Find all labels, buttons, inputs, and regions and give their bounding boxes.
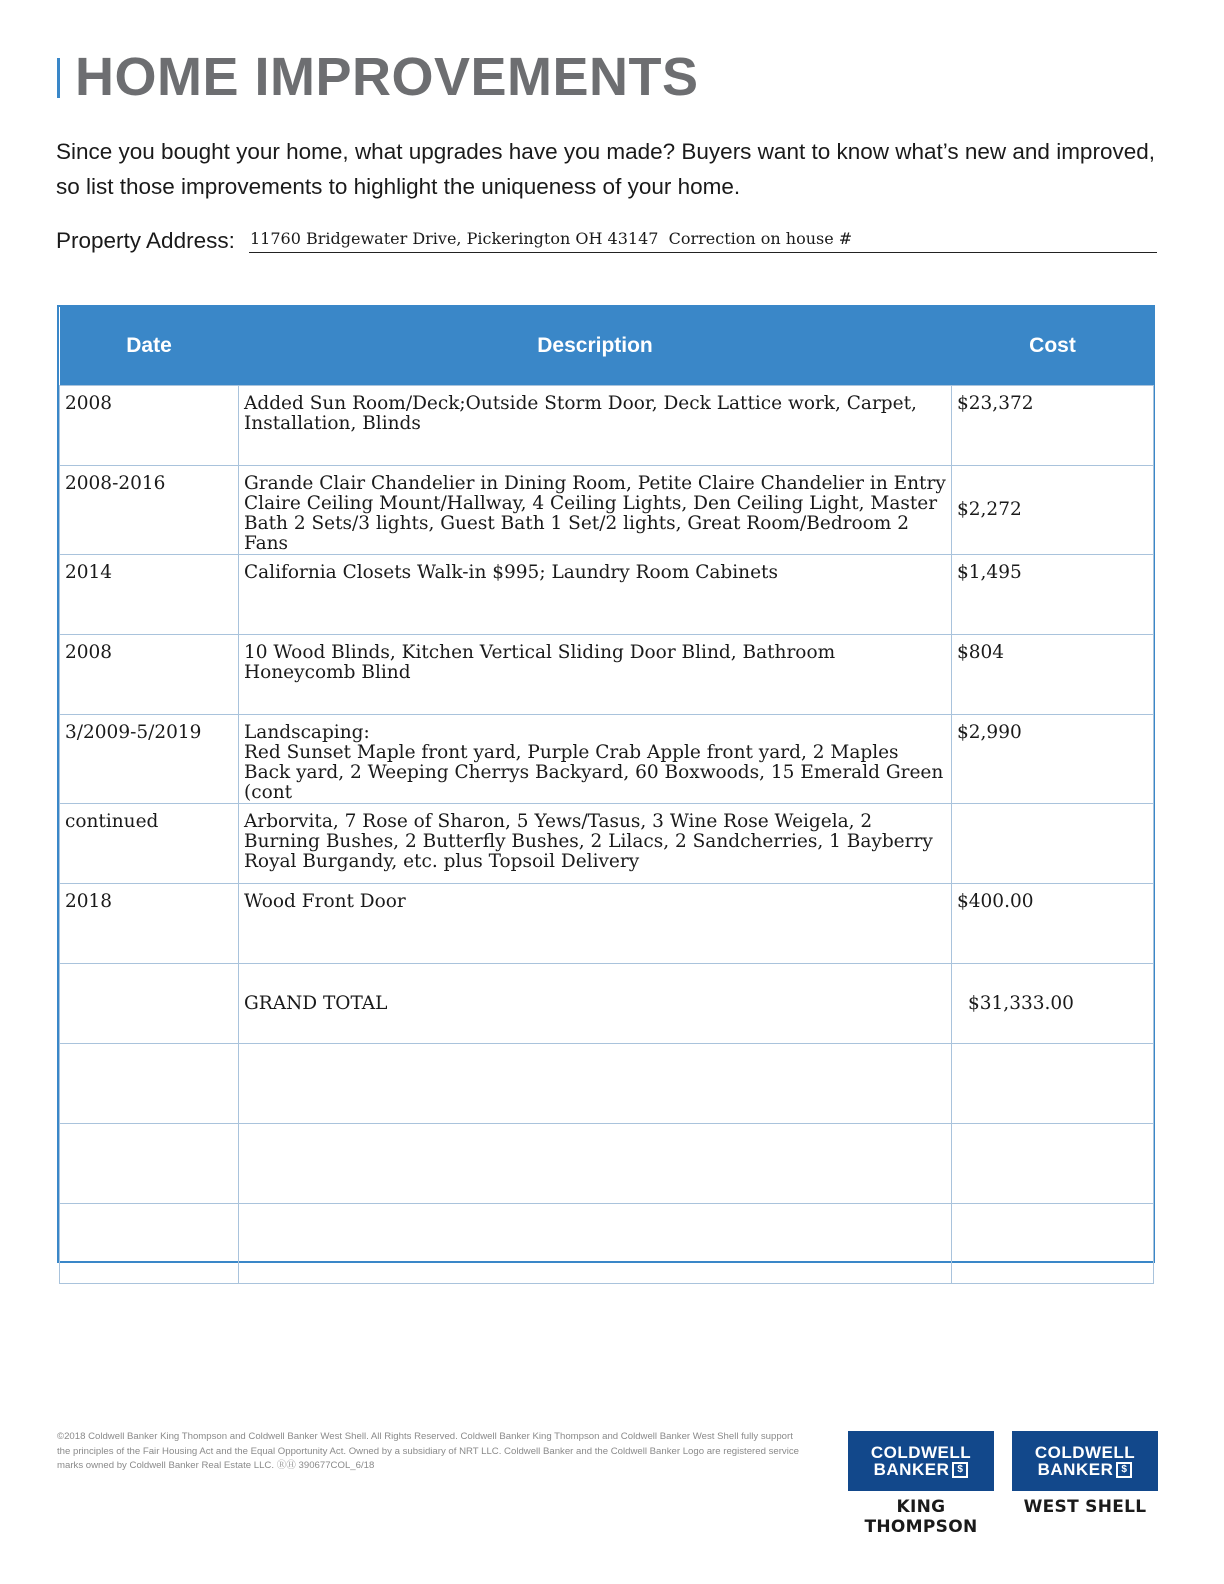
table-row [60,715,1154,804]
property-address-label: Property Address: [56,228,235,253]
page-title: HOME IMPROVEMENTS [75,47,699,107]
cell-cost[interactable]: $1,495 [952,555,1154,635]
cell-description[interactable]: Grande Clair Chandelier in Dining Room, Petite Claire Chandelier in Entry Claire Ceiling Mount/Hallway, 4 Ceiling Lights, Den Ceiling Light, Master Bath 2 Sets/3 lights, Guest Bath 1 Set/2 lights, Great Room/Bedroom 2 Fans [239,466,952,555]
cell-cost[interactable]: $400.00 [952,884,1154,964]
table-row [60,804,1154,884]
property-address-underline [249,252,1157,253]
header-cost: Cost [952,307,1154,386]
cell-cost[interactable] [952,804,1154,884]
empty-row [60,1044,1154,1124]
cell-cost[interactable]: $804 [952,635,1154,715]
cell-description[interactable]: Added Sun Room/Deck;Outside Storm Door, Deck Lattice work, Carpet, Installation, Blinds [239,386,952,466]
cell-date[interactable]: 2014 [60,555,239,635]
cell-cost[interactable] [952,1204,1154,1284]
table-row [60,884,1154,964]
header-description: Description [239,307,952,386]
cell-cost[interactable] [952,1124,1154,1204]
cell-description[interactable] [239,715,952,804]
grand-total-cost[interactable]: $31,333.00 [952,964,1154,1044]
property-address-field[interactable]: 11760 Bridgewater Drive, Pickerington OH 43147 Correction on house # [250,229,853,248]
cell-description[interactable]: California Closets Walk-in $995; Laundry Room Cabinets [239,555,952,635]
logo-line1: COLDWELL [870,1442,972,1462]
table-row [60,555,1154,635]
logo-caption: KING THOMPSON [864,1497,978,1537]
title-accent-bar [57,58,60,98]
coldwell-banker-logo [848,1431,994,1491]
cell-description[interactable]: Arborvita, 7 Rose of Sharon, 5 Yews/Tasus, 3 Wine Rose Weigela, 2 Burning Bushes, 2 Butterfly Bushes, 2 Lilacs, 2 Sandcherries, 1 Bayberry Royal Burgandy, etc. plus Topsoil Delivery [239,804,952,884]
cell-description[interactable] [239,1044,952,1124]
total-row [60,964,1154,1044]
logo-caption: WEST SHELL [1023,1497,1147,1517]
cell-date[interactable] [60,1124,239,1204]
logo-line2: BANKER $ [1038,1461,1133,1479]
improvements-table [57,305,1155,1263]
logo-line1: COLDWELL [1034,1442,1136,1462]
cell-date[interactable]: 2008 [60,386,239,466]
cell-date[interactable]: 2008-2016 [60,466,239,555]
cell-date[interactable] [60,964,239,1044]
cell-date[interactable]: 2018 [60,884,239,964]
table-row [60,386,1154,466]
empty-row [60,1124,1154,1204]
table-row [60,635,1154,715]
cell-cost[interactable]: $23,372 [952,386,1154,466]
cell-description[interactable] [239,1124,952,1204]
legal-disclaimer: ©2018 Coldwell Banker King Thompson and Coldwell Banker West Shell. All Rights Reserved. Coldwell Banker King Thompson and Coldwell Banker West Shell fully support the principles of the Fair Housing Act and the Equal Opportunity Act. Owned by a subsidiary of NRT LLC. Coldwell Banker and the Coldwell Banker Logo are registered service marks owned by Coldwell Banker Real Estate LLC. ⓇⒽ 390677COL_6/18 [57,1431,799,1471]
grand-total-label[interactable]: GRAND TOTAL [239,964,952,1044]
logo-line2: BANKER $ [874,1461,969,1479]
cell-date[interactable]: continued [60,804,239,884]
empty-row [60,1204,1154,1284]
table-row [60,466,1154,555]
cell-date[interactable]: 3/2009-5/2019 [60,715,239,804]
intro-text: Since you bought your home, what upgrades have you made? Buyers want to know what’s new and improved, so list those improvements to highlight the uniqueness of your home. [56,139,1155,199]
cell-cost[interactable] [952,1044,1154,1124]
cell-cost[interactable]: $2,272 [952,466,1154,555]
cell-date[interactable] [60,1044,239,1124]
cell-description[interactable] [239,1204,952,1284]
header-date: Date [60,307,239,386]
cell-description[interactable]: 10 Wood Blinds, Kitchen Vertical Sliding Door Blind, Bathroom Honeycomb Blind [239,635,952,715]
description-body: Red Sunset Maple front yard, Purple Crab Apple front yard, 2 Maples Back yard, 2 Weeping Cherrys Backyard, 60 Boxwoods, 15 Emerald Green (cont [244,742,944,803]
cell-cost[interactable]: $2,990 [952,715,1154,804]
cell-date[interactable] [60,1204,239,1284]
logo-king-thompson [848,1431,994,1537]
description-heading: Landscaping: [244,722,370,743]
cell-description[interactable]: Wood Front Door [239,884,952,964]
coldwell-banker-logo [1012,1431,1158,1491]
cell-date[interactable]: 2008 [60,635,239,715]
logo-west-shell [1012,1431,1158,1517]
